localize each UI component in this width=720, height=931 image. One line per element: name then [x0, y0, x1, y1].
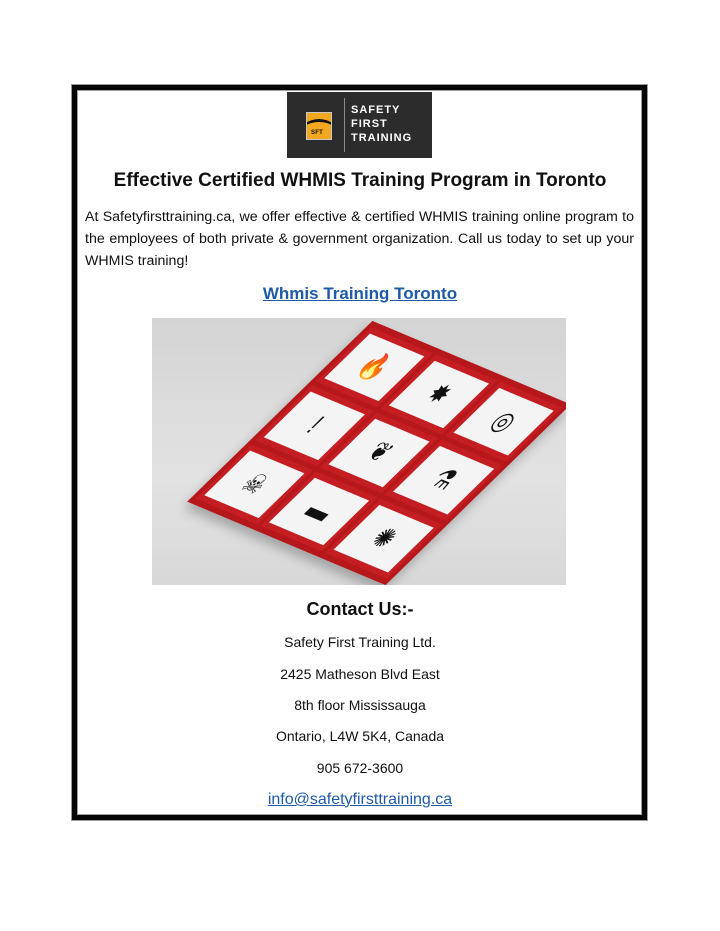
- company-name: Safety First Training Ltd.: [284, 634, 436, 650]
- email-link[interactable]: info@safetyfirsttraining.ca: [267, 791, 453, 808]
- corrosion-icon: ⚗: [393, 446, 494, 514]
- whmis-pictograms-image: [152, 318, 566, 585]
- health-hazard-icon: ✸: [389, 361, 490, 429]
- environment-icon: ❦: [329, 419, 430, 487]
- address-line-1: 2425 Matheson Blvd East: [280, 666, 440, 682]
- skull-crossbones-icon: ☠: [204, 450, 305, 518]
- logo-line: TRAINING: [351, 132, 413, 144]
- exploding-bomb-icon: ✺: [334, 505, 435, 573]
- logo-wordmark: [351, 103, 412, 145]
- contact-heading: Contact Us:-: [306, 599, 414, 619]
- logo-divider: [344, 98, 345, 152]
- logo-line: FIRST: [351, 118, 388, 130]
- sft-badge-icon: [306, 112, 332, 140]
- company-logo: [287, 92, 432, 158]
- intro-paragraph: At Safetyfirsttraining.ca, we offer effective & certified WHMIS training online program to the employees of both private & government organization. Call us today to set up your WHMIS training!: [85, 209, 634, 269]
- logo-line: SAFETY: [351, 104, 401, 116]
- pictogram-board: [187, 321, 566, 585]
- page-title: Effective Certified WHMIS Training Program in Toronto: [113, 170, 607, 191]
- whmis-training-link[interactable]: Whmis Training Toronto: [262, 284, 458, 303]
- phone-number: 905 672-3600: [316, 760, 404, 776]
- gas-cylinder-icon: ▬: [269, 477, 370, 545]
- flame-icon: 🔥: [324, 334, 425, 402]
- badge-text: SFT: [311, 130, 323, 136]
- exclamation-icon: !: [264, 392, 365, 460]
- flame-over-circle-icon: ◎: [453, 388, 554, 456]
- address-line-3: Ontario, L4W 5K4, Canada: [275, 728, 445, 744]
- address-line-2: 8th floor Mississauga: [294, 697, 426, 713]
